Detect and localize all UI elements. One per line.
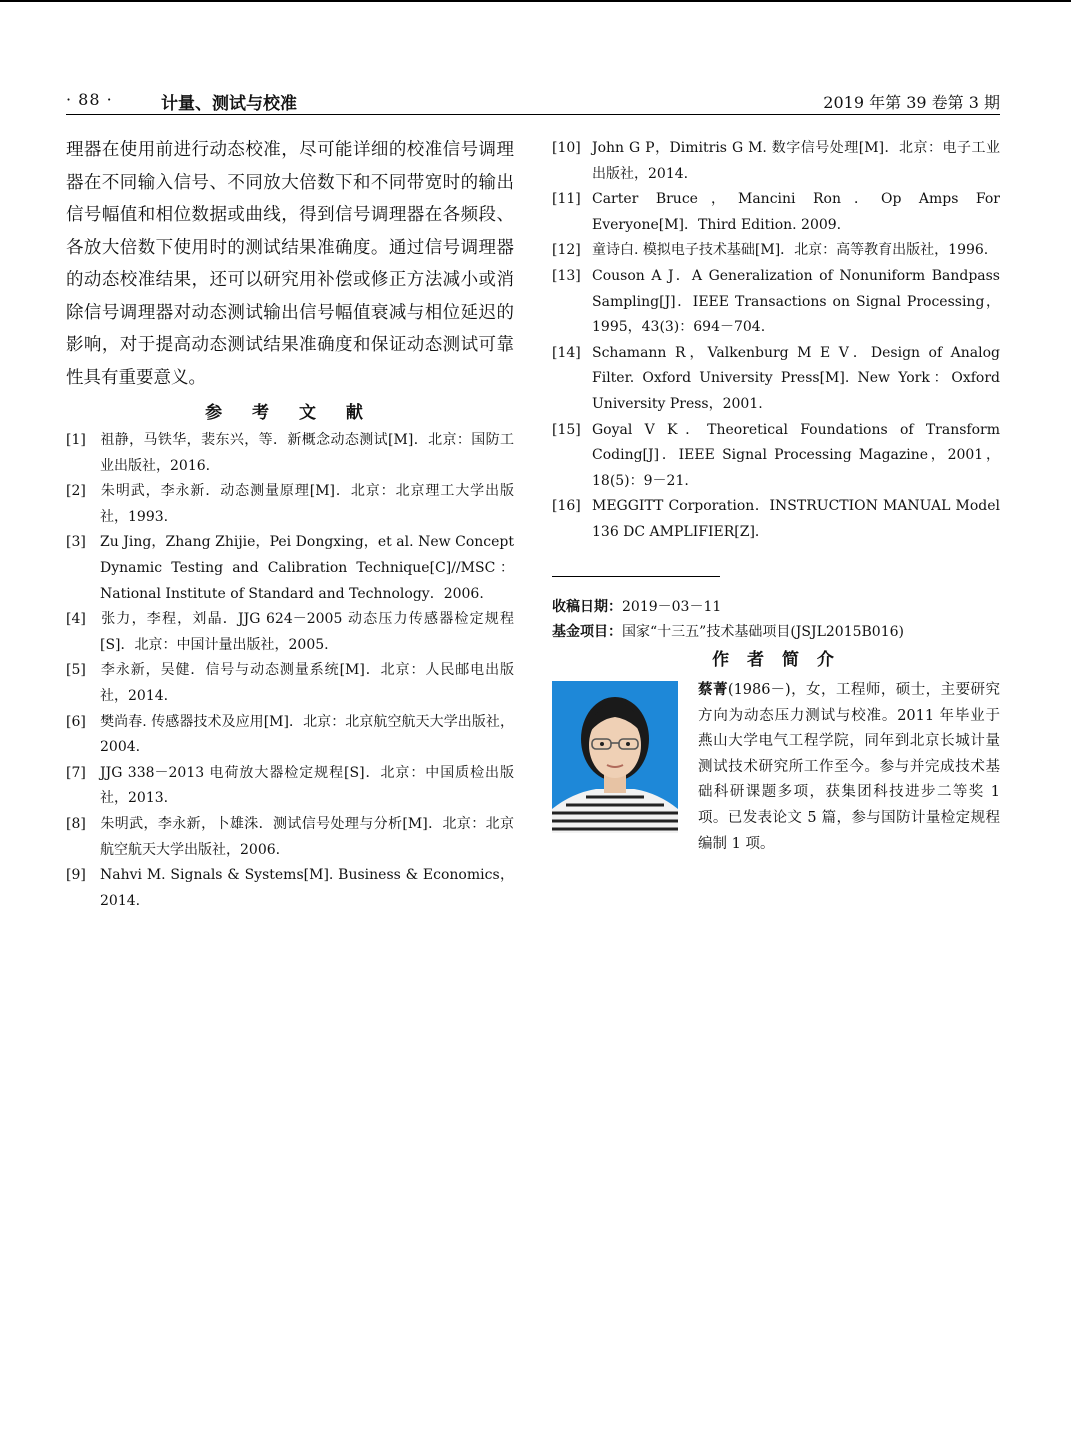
fund-value: 国家“十三五”技术基础项目(JSJL2015B016) <box>622 624 904 640</box>
reference-item <box>66 607 514 658</box>
reference-number: [1] <box>66 432 86 448</box>
reference-item <box>66 428 514 479</box>
author-description: (1986－)，女，工程师，硕士，主要研究方向为动态压力测试与校准。2011 年毕业于燕山大学电气工程学院，同年到北京长城计量测试技术研究所工作至今。参与并完成技术基础科研课题多项，获集团科技进步二等奖 1 项。已发表论文 5 篇，参与国防计量检定规程编制 1 项。 <box>698 682 1001 852</box>
reference-item <box>66 710 514 761</box>
reference-number: [9] <box>66 867 86 884</box>
reference-text: 张力，李程，刘晶．JJG 624－2005 动态压力传感器检定规程[S]．北京：中国计量出版社，2005. <box>100 611 514 653</box>
reference-item <box>552 136 1000 187</box>
reference-number: [12] <box>552 242 581 259</box>
reference-item <box>66 479 514 530</box>
author-photo <box>552 681 678 833</box>
reference-text: 童诗白. 模拟电子技术基础[M]．北京：高等教育出版社，1996. <box>592 242 989 259</box>
reference-text: 朱明武，李永新，卜雄洙．测试信号处理与分析[M]．北京：北京航空航天大学出版社，2006. <box>100 815 514 858</box>
reference-text: Schamann R，Valkenburg M E V．Design of Analog Filter. Oxford University Press[M]. New York：Oxford University Press，2001. <box>592 344 1000 412</box>
right-column <box>552 136 1000 857</box>
reference-item <box>552 264 1000 341</box>
author-bio <box>552 677 1000 857</box>
received-label: 收稿日期： <box>552 599 622 615</box>
reference-text: 李永新，吴健．信号与动态测量系统[M]．北京：人民邮电出版社，2014. <box>100 662 514 704</box>
author-name: 蔡菁 <box>698 681 728 698</box>
body-paragraph: 理器在使用前进行动态校准，尽可能详细的校准信号调理器在不同输入信号、不同放大倍数下和不同带宽时的输出信号幅值和相位数据或曲线，得到信号调理器在各频段、各放大倍数下使用时的测试结果准确度。通过信号调理器的动态校准结果，还可以研究用补偿或修正方法减小或消除信号调理器对动态测试输出信号幅值衰减与相位延迟的影响，对于提高动态测试结果准确度和保证动态测试可靠性具有重要意义。 <box>66 140 514 388</box>
reference-item <box>552 494 1000 545</box>
reference-text: 樊尚春. 传感器技术及应用[M]．北京：北京航空航天大学出版社，2004. <box>100 713 514 756</box>
reference-number: [3] <box>66 534 86 551</box>
reference-text: 祖静，马铁华，裴东兴，等．新概念动态测试[M]．北京：国防工业出版社，2016. <box>100 432 514 474</box>
reference-text: Nahvi M. Signals & Systems[M]. Business & Economics，2014. <box>100 867 514 909</box>
reference-text: MEGGITT Corporation．INSTRUCTION MANUAL Model 136 DC AMPLIFIER[Z]． <box>592 498 1000 540</box>
reference-text: Carter Bruce，Mancini Ron．Op Amps For Everyone[M]．Third Edition. 2009. <box>592 191 1000 233</box>
page-header <box>66 88 1000 115</box>
issue-info: 2019 年第 39 卷第 3 期 <box>823 93 1000 112</box>
reference-number: [15] <box>552 421 581 438</box>
reference-number: [8] <box>66 815 86 832</box>
reference-number: [5] <box>66 662 86 679</box>
reference-text: John G P，Dimitris G M. 数字信号处理[M]．北京：电子工业出版社，2014. <box>592 140 1000 182</box>
reference-number: [11] <box>552 191 581 208</box>
author-portrait-illustration <box>552 681 678 833</box>
footnote-separator <box>552 576 720 578</box>
reference-number: [16] <box>552 498 581 515</box>
reference-text: JJG 338－2013 电荷放大器检定规程[S]．北京：中国质检出版社，2013. <box>100 764 514 807</box>
left-column <box>66 134 514 914</box>
received-date <box>552 595 1000 620</box>
reference-item <box>66 761 514 812</box>
reference-item <box>66 530 514 607</box>
reference-item <box>552 341 1000 418</box>
top-border-line <box>0 0 1071 2</box>
reference-item <box>552 187 1000 238</box>
reference-number: [4] <box>66 611 86 628</box>
references-list-right <box>552 136 1000 546</box>
reference-number: [14] <box>552 344 581 361</box>
fund-project <box>552 620 1000 645</box>
reference-number: [2] <box>66 483 86 500</box>
reference-text: Goyal V K．Theoretical Foundations of Transform Coding[J]．IEEE Signal Processing Magazine，2001，18(5)：9－21. <box>592 421 1000 489</box>
reference-number: [6] <box>66 713 86 730</box>
reference-number: [7] <box>66 764 86 781</box>
reference-item <box>66 812 514 863</box>
reference-number: [13] <box>552 267 581 284</box>
reference-item <box>552 238 1000 264</box>
author-bio-text <box>698 677 1000 857</box>
references-list-left <box>66 428 514 914</box>
page-number: · 88 · <box>66 90 113 109</box>
received-value: 2019－03－11 <box>622 599 722 615</box>
journal-title: 计量、测试与校准 <box>161 94 297 114</box>
reference-number: [10] <box>552 140 581 156</box>
reference-item <box>66 863 514 914</box>
reference-text: Couson A J．A Generalization of Nonuniform Bandpass Sampling[J]．IEEE Transactions on Signal Processing，1995，43(3)：694－704. <box>592 267 1000 336</box>
reference-text: 朱明武，李永新．动态测量原理[M]．北京：北京理工大学出版社，1993. <box>100 483 514 525</box>
author-bio-title: 作 者 简 介 <box>712 650 840 670</box>
reference-item <box>66 658 514 709</box>
fund-label: 基金项目： <box>552 624 622 640</box>
reference-item <box>552 418 1000 495</box>
references-title: 参 考 文 献 <box>205 403 375 423</box>
reference-text: Zu Jing，Zhang Zhijie，Pei Dongxing，et al. New Concept Dynamic Testing and Calibration Technique[C]//MSC：National Institute of Standard and Technology．2006. <box>100 534 514 602</box>
